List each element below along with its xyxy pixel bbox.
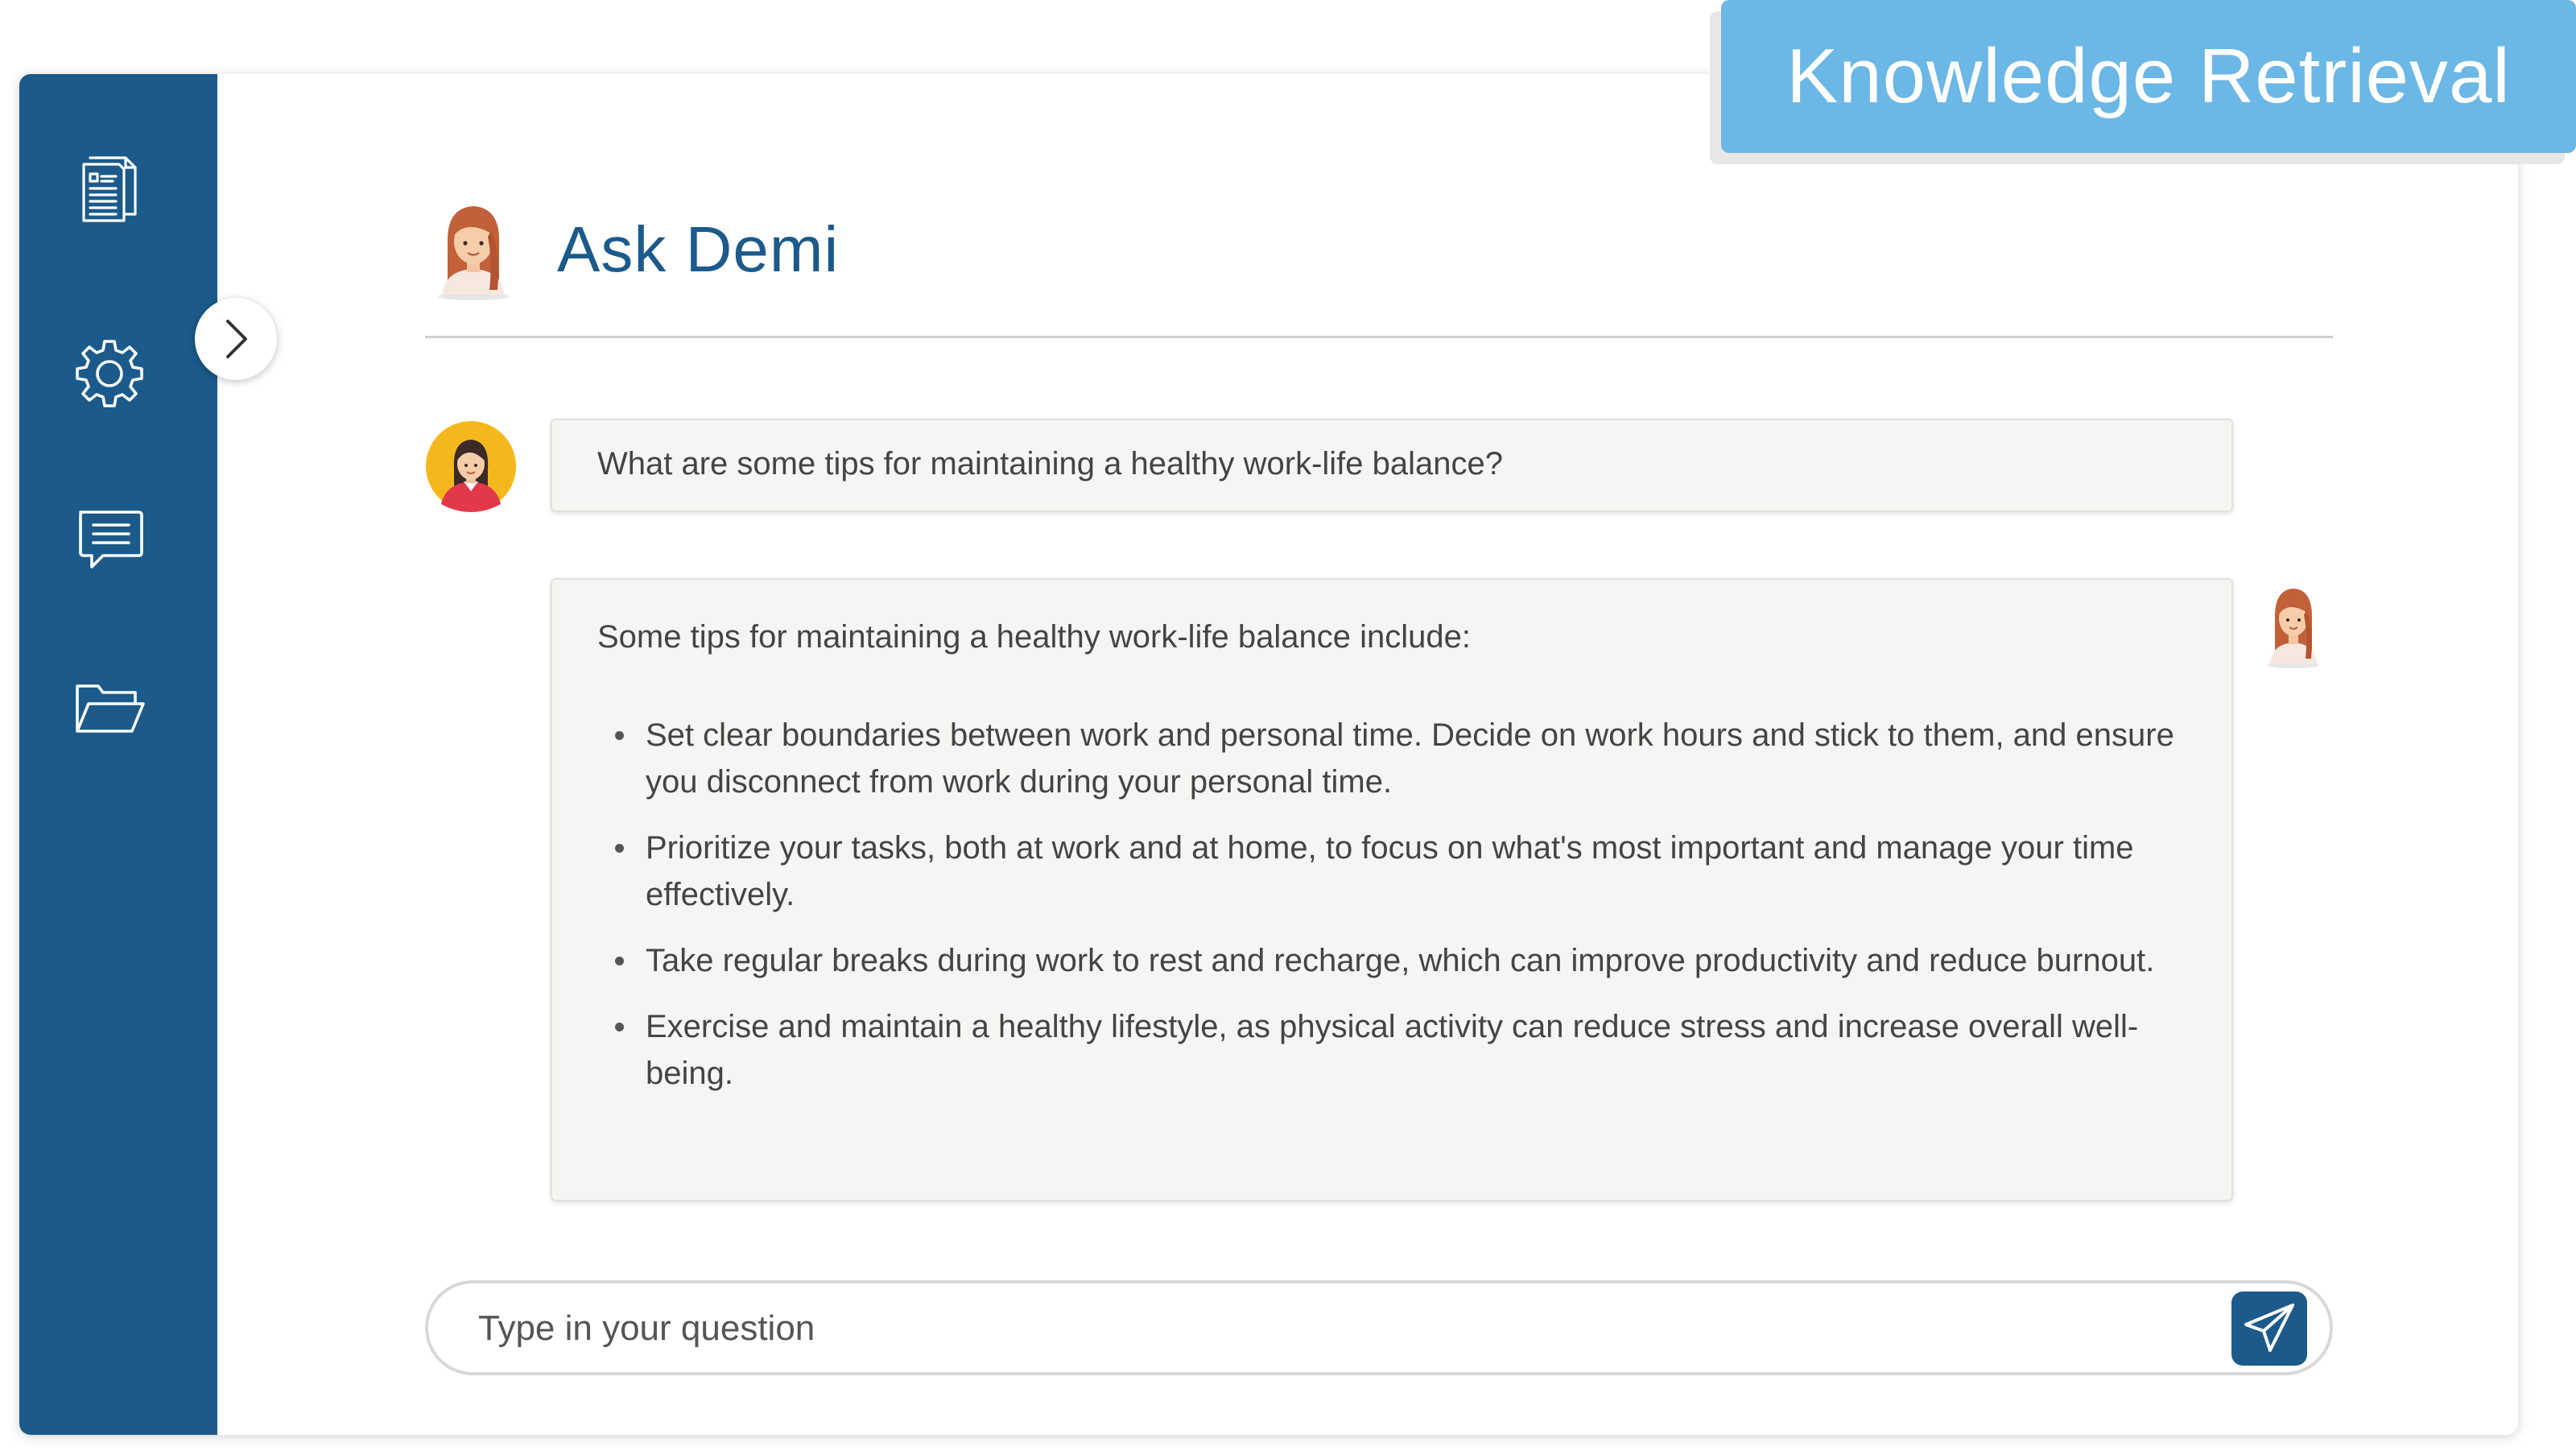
list-item (597, 825, 2175, 918)
tips-list (597, 712, 2186, 1097)
chat-bubble-icon (71, 501, 148, 578)
bullet (615, 957, 624, 965)
tip-text: Prioritize your tasks, both at work and at home, to focus on what's most important and manage your time effectively. (646, 830, 2134, 912)
feature-badge: Knowledge Retrieval (1721, 0, 2576, 153)
question-input-bar (425, 1280, 2333, 1375)
user-message (551, 419, 2233, 512)
bullet (615, 844, 624, 853)
tip-text: Exercise and maintain a healthy lifestyle, as physical activity can reduce stress and increase overall well-being. (646, 1009, 2139, 1091)
sidebar-item-chat[interactable] (64, 494, 155, 585)
page-title: Ask Demi (557, 213, 840, 285)
chat-header (425, 195, 2333, 338)
app-window (19, 74, 2518, 1435)
list-item (597, 937, 2175, 984)
assistant-message-intro: Some tips for maintaining a healthy work-life balance include: (597, 619, 1472, 655)
bullet (615, 731, 624, 740)
tip-text: Take regular breaks during work to rest and recharge, which can improve productivity and reduce burnout. (646, 943, 2155, 978)
user-avatar (425, 420, 517, 512)
bullet (615, 1023, 624, 1031)
list-item (597, 712, 2175, 805)
document-icon (71, 151, 148, 229)
sidebar-expand-button[interactable] (195, 298, 277, 380)
question-input[interactable] (477, 1298, 2167, 1359)
assistant-message (551, 578, 2233, 1201)
sidebar-item-folder[interactable] (64, 662, 155, 752)
sidebar-item-documents[interactable] (64, 145, 155, 235)
user-message-text: What are some tips for maintaining a healthy work-life balance? (597, 446, 1503, 482)
assistant-avatar-small (2259, 580, 2328, 668)
chevron-right-icon (220, 318, 252, 360)
tip-text: Set clear boundaries between work and personal time. Decide on work hours and stick to them, and ensure you disconnect from work during your personal time. (646, 717, 2174, 800)
sidebar-item-settings[interactable] (64, 329, 155, 419)
list-item (597, 1003, 2175, 1097)
gear-icon (71, 335, 148, 412)
assistant-avatar (425, 195, 522, 301)
sidebar (19, 74, 217, 1435)
send-button[interactable] (2231, 1292, 2307, 1366)
folder-open-icon (71, 668, 148, 746)
paper-plane-icon (2241, 1300, 2297, 1357)
